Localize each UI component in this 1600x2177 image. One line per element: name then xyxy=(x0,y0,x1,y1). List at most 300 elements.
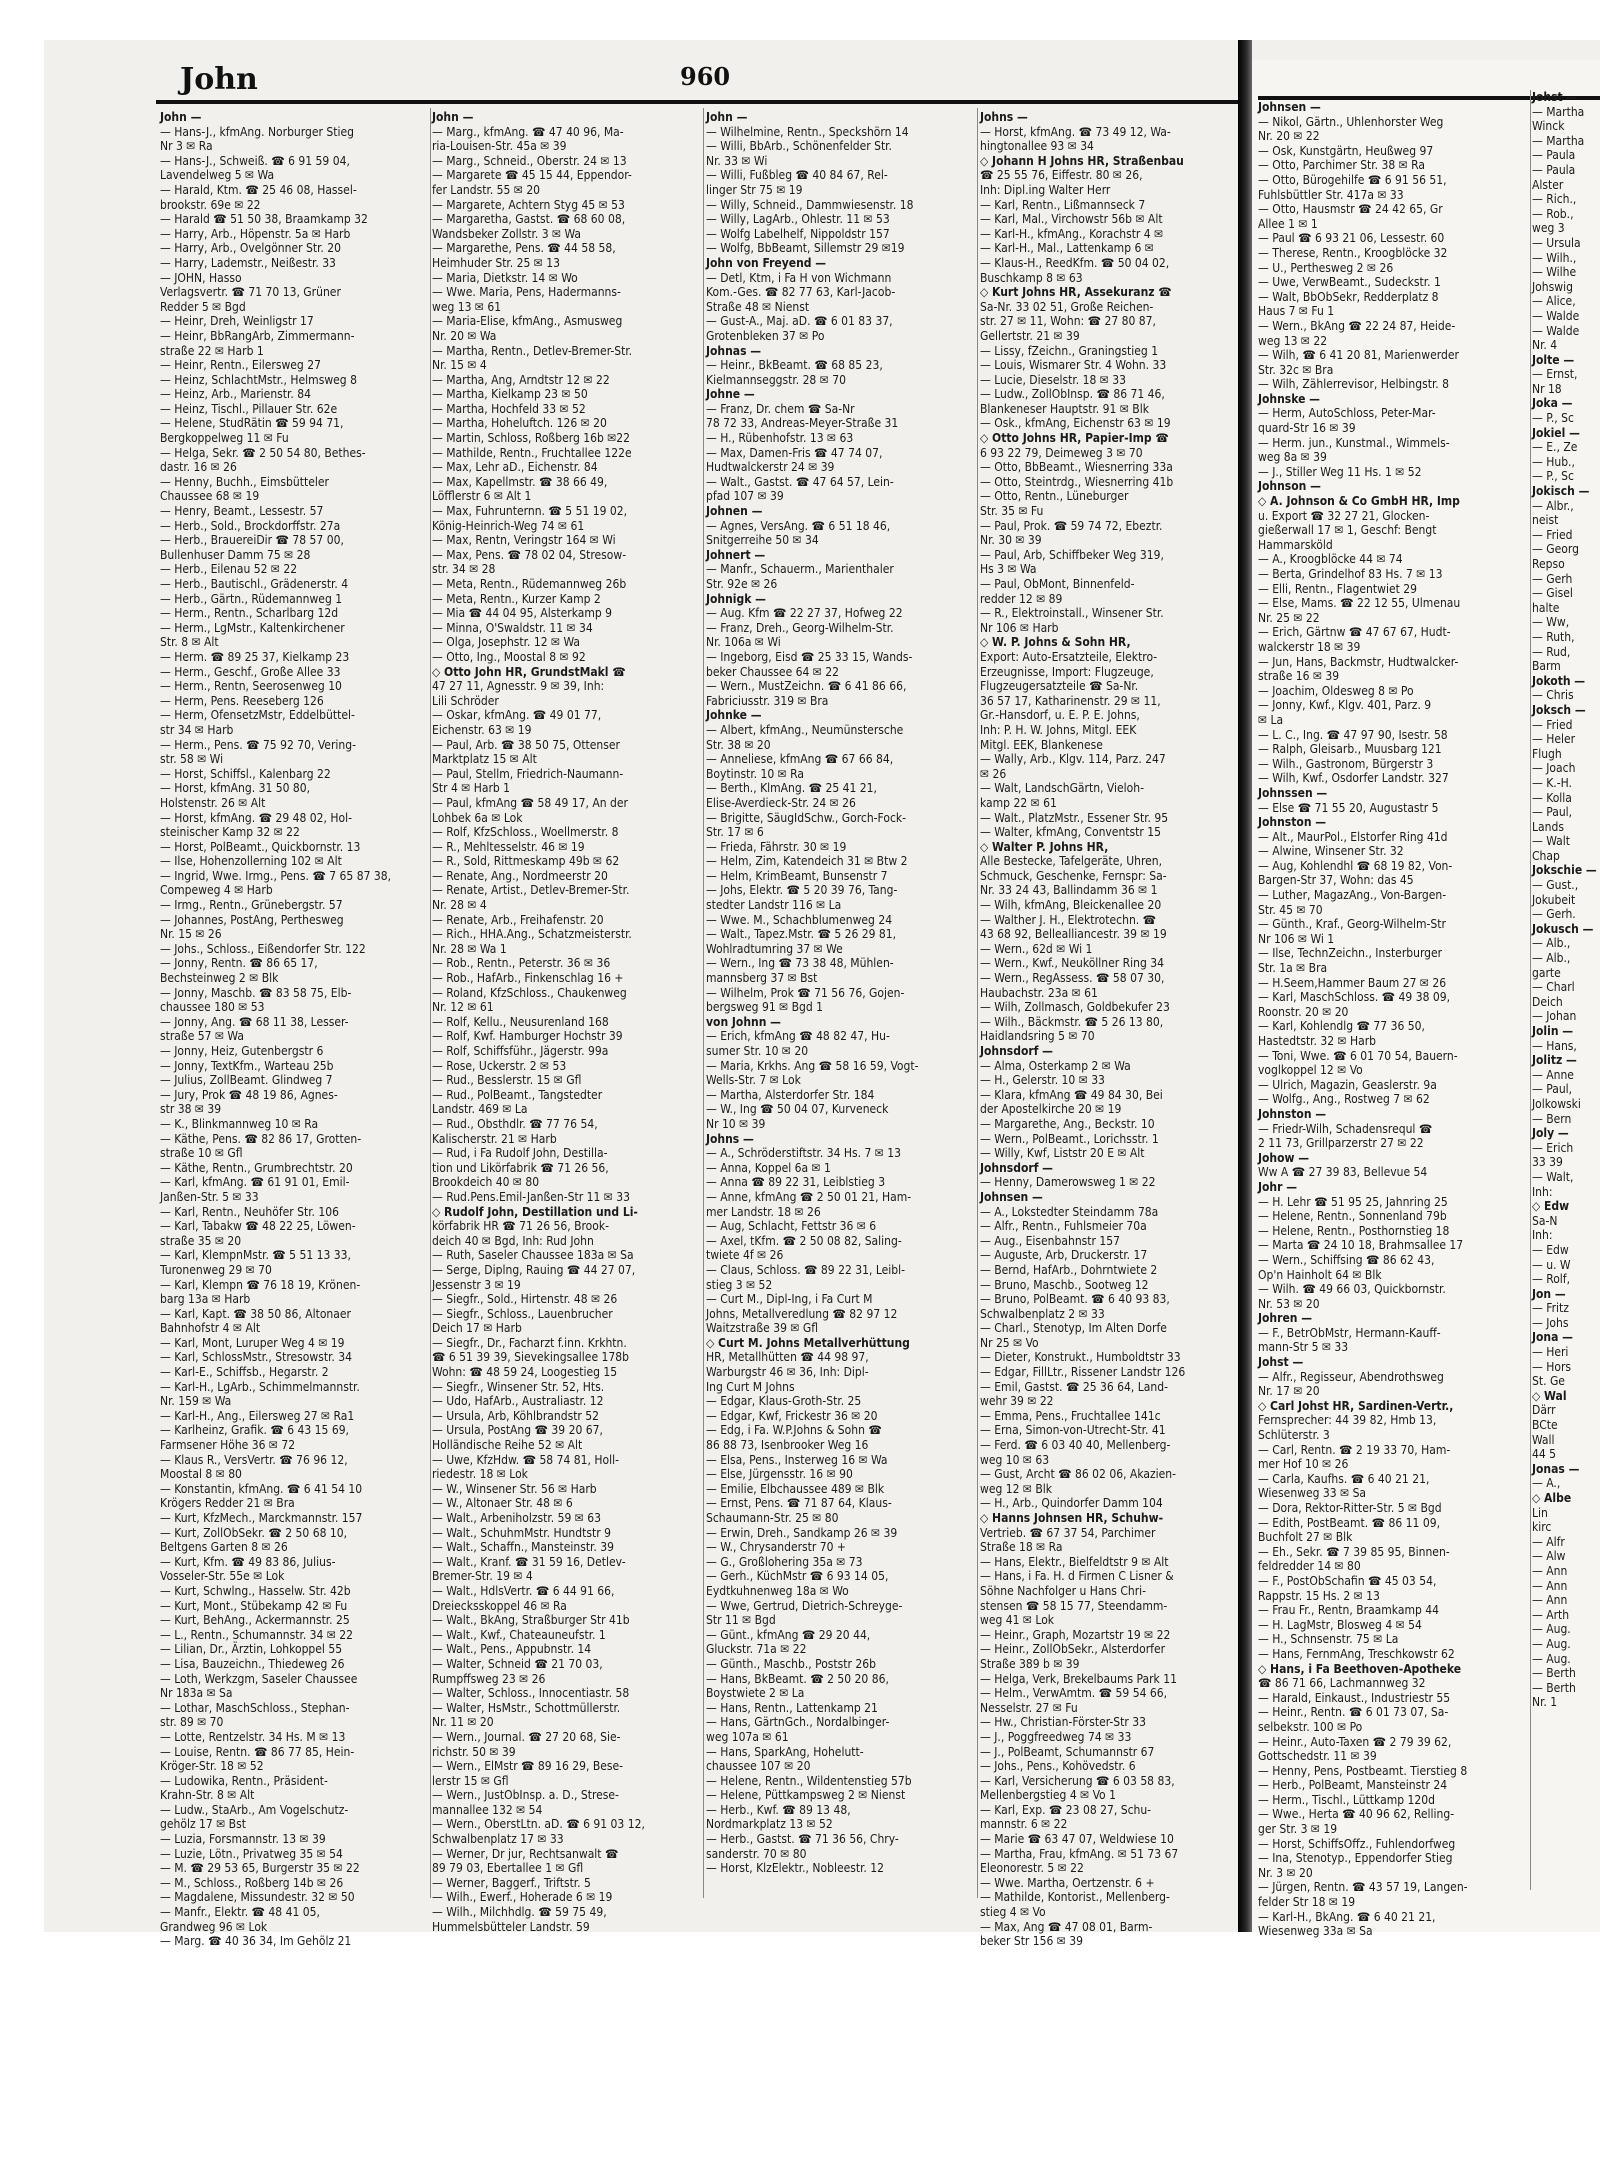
directory-entry-line: — Wilhelm, Prok ☎ 71 56 76, Gojen- xyxy=(706,985,905,1000)
directory-entry-line: John — xyxy=(432,110,474,124)
directory-entry-line: Bullenhuser Damm 75 ✉ 28 xyxy=(160,547,311,562)
directory-entry-line: Johnigk — xyxy=(706,591,766,606)
directory-entry-line: Nr. 159 ✉ Wa xyxy=(160,1394,232,1409)
directory-entry-line: — Curt M., Dipl-Ing, i Fa Curt M xyxy=(706,1292,873,1307)
directory-entry-line: — P., Sc xyxy=(1532,411,1574,426)
directory-entry-line: — Walt., Tapez.Mstr. ☎ 5 26 29 81, xyxy=(706,927,897,942)
directory-entry-line: — Harry, Arb., Ovelgönner Str. 20 xyxy=(160,241,342,256)
directory-entry-line: — Kurt, Kfm. ☎ 49 83 86, Julius- xyxy=(160,1554,336,1569)
directory-entry-line: — Walther J. H., Elektrotechn. ☎ xyxy=(980,912,1157,927)
directory-entry-line: — Wolfg Labelhelf, Nippoldstr 157 xyxy=(706,226,890,241)
directory-entry-line: — Heinr., Graph, Mozartstr 19 ✉ 22 xyxy=(980,1627,1171,1642)
directory-entry-line: — Bruno, PolBeamt. ☎ 6 40 93 83, xyxy=(980,1292,1170,1307)
directory-entry-line: — Walt., BkAng, Straßburger Str 41b xyxy=(432,1613,630,1628)
directory-entry-line: — Wilhe xyxy=(1532,265,1577,280)
directory-entry-line: Johnston — xyxy=(1258,815,1327,830)
directory-entry-line: — Paul, xyxy=(1532,1082,1573,1097)
directory-entry-line: — Walt xyxy=(1532,834,1570,849)
directory-entry-line: Johns, Metallveredlung ☎ 82 97 12 xyxy=(706,1306,898,1321)
directory-entry-line: Wiesenweg 33a ✉ Sa xyxy=(1258,1924,1373,1939)
directory-entry-line: Str. 38 ✉ 20 xyxy=(706,737,771,752)
directory-entry-line: — L. C., Ing. ☎ 47 97 90, Isestr. 58 xyxy=(1258,727,1448,742)
directory-entry-line: — Henry, Beamt., Lessestr. 57 xyxy=(160,504,324,519)
directory-entry-line: — Wern., OberstLtn. aD. ☎ 6 91 03 12, xyxy=(432,1817,645,1832)
directory-entry-line: Allee 1 ✉ 1 xyxy=(1258,216,1318,231)
directory-entry-line: — Günth., Kraf., Georg-Wilhelm-Str xyxy=(1258,917,1446,932)
directory-entry-line: — Manfr., Schauerm., Marienthaler xyxy=(706,562,894,577)
directory-entry-line: Boystwiete 2 ✉ La xyxy=(706,1686,805,1701)
directory-entry-line: — Werner, Dr jur, Rechtsanwalt ☎ xyxy=(432,1846,619,1861)
directory-entry-line: — Wern., Schiffsing ☎ 86 62 43, xyxy=(1258,1252,1435,1267)
directory-entry-line: — Magdalene, Missundestr. 32 ✉ 50 xyxy=(160,1890,355,1905)
directory-entry-line: Johns — xyxy=(980,110,1028,124)
directory-entry-line: Vosseler-Str. 55e ✉ Lok xyxy=(160,1569,285,1584)
directory-entry-line: — Jonny, Kwf., Klgv. 401, Parz. 9 xyxy=(1258,698,1432,713)
directory-entry-line: ◇ Kurt Johns HR, Assekuranz ☎ xyxy=(980,285,1172,300)
directory-entry-line: — Lisa, Bauzeichn., Thiedeweg 26 xyxy=(160,1656,345,1671)
directory-entry-line: — Herb., Eilenau 52 ✉ 22 xyxy=(160,562,298,577)
directory-entry-line: — H., Rübenhofstr. 13 ✉ 63 xyxy=(706,431,854,446)
directory-entry-line: — Ralph, Gleisarb., Muusbarg 121 xyxy=(1258,742,1442,757)
directory-entry-line: — Alfr xyxy=(1532,1534,1565,1549)
directory-entry-line: — Walde xyxy=(1532,323,1580,338)
directory-entry-line: straße 22 ✉ Harb 1 xyxy=(160,343,264,358)
directory-column-3 xyxy=(706,110,974,1910)
directory-entry-line: — Helene, Püttkampsweg 2 ✉ Nienst xyxy=(706,1788,906,1803)
directory-entry-line: — Gerh xyxy=(1532,571,1573,586)
directory-entry-line: John von Freyend — xyxy=(706,255,827,270)
directory-entry-line: — H.Seem,Hammer Baum 27 ✉ 26 xyxy=(1258,975,1447,990)
directory-column-6 xyxy=(1532,90,1600,1890)
directory-entry-line: — R., Elektroinstall., Winsener Str. xyxy=(980,606,1164,621)
directory-entry-line: — Alfr., Regisseur, Abendrothsweg xyxy=(1258,1369,1444,1384)
directory-entry-line: — Max, Damen-Fris ☎ 47 74 07, xyxy=(706,445,883,460)
directory-entry-line: — Hans-J., kfmAng. Norburger Stieg xyxy=(160,124,354,139)
directory-entry-line: str 34 ✉ Harb xyxy=(160,722,234,737)
directory-entry-line: — Karl, Tabakw ☎ 48 22 25, Löwen- xyxy=(160,1219,356,1234)
directory-entry-line: — Ingeborg, Eisd ☎ 25 33 15, Wands- xyxy=(706,649,913,664)
directory-entry-line: Inh: P. H. W. Johns, Mitgl. EEK xyxy=(980,722,1137,737)
directory-entry-line: — Frau Fr., Rentn, Braamkamp 44 xyxy=(1258,1603,1440,1618)
directory-entry-line: stedter Landstr 116 ✉ La xyxy=(706,898,842,913)
directory-entry-line: Jokoth — xyxy=(1532,673,1586,688)
directory-entry-line: — Rich., HHA.Ang., Schatzmeisterstr. xyxy=(432,927,632,942)
directory-entry-line: Straße 18 ✉ Ra xyxy=(980,1540,1063,1555)
directory-entry-line: quard-Str 16 ✉ 39 xyxy=(1258,421,1356,436)
directory-entry-line: fer Landstr. 55 ✉ 20 xyxy=(432,182,541,197)
directory-entry-line: Joksch — xyxy=(1532,702,1586,717)
directory-entry-line: — Hans, Rentn., Lattenkamp 21 xyxy=(706,1700,878,1715)
directory-entry-line: — Erna, Simon-von-Utrecht-Str. 41 xyxy=(980,1423,1166,1438)
directory-entry-line: — Heinr, Dreh, Weinligstr 17 xyxy=(160,314,314,329)
directory-entry-line: — J., Stiller Weg 11 Hs. 1 ✉ 52 xyxy=(1258,464,1422,479)
directory-entry-line: Fabriciusstr. 319 ✉ Bra xyxy=(706,693,829,708)
directory-entry-line: — Edw xyxy=(1532,1242,1569,1257)
directory-entry-line: — Max, Rentn, Veringstr 164 ✉ Wi xyxy=(432,533,616,548)
directory-entry-line: — Jonny, Heiz, Gutenbergstr 6 xyxy=(160,1044,324,1058)
directory-entry-line: — Heri xyxy=(1532,1345,1569,1360)
directory-entry-line: — F., PostObSchafin ☎ 45 03 54, xyxy=(1258,1573,1437,1588)
directory-entry-line: — Heinz, Arb., Marienstr. 84 xyxy=(160,387,311,402)
directory-entry-line: Inh: Dipl.ing Walter Herr xyxy=(980,182,1111,197)
directory-entry-line: — Edith, PostBeamt. ☎ 86 11 09, xyxy=(1258,1515,1441,1530)
directory-entry-line: — Edgar, Kwf, Frickestr 36 ✉ 20 xyxy=(706,1408,878,1423)
directory-entry-line: Johnas — xyxy=(706,343,762,358)
directory-entry-line: — Bruno, Maschb., Sootweg 12 xyxy=(980,1277,1149,1292)
directory-entry-line: — Martin, Schloss, Roßberg 16b ✉22 xyxy=(432,431,631,446)
directory-entry-line: — Walt., HdlsVertr. ☎ 6 44 91 66, xyxy=(432,1583,615,1598)
directory-entry-line: — Aug. xyxy=(1532,1622,1571,1637)
directory-entry-line: — Aug. xyxy=(1532,1636,1571,1651)
directory-entry-line: — Kurt, Schwlng., Hasselw. Str. 42b xyxy=(160,1583,351,1598)
directory-entry-line: — Wern., MustZeichn. ☎ 6 41 86 66, xyxy=(706,679,907,694)
directory-entry-line: — Wwe., Herta ☎ 40 96 62, Relling- xyxy=(1258,1807,1455,1822)
directory-entry-line: Nr. 15 ✉ 4 xyxy=(432,358,487,373)
directory-entry-line: — Karl-H., BkAng. ☎ 6 40 21 21, xyxy=(1258,1909,1436,1924)
directory-entry-line: — Joach xyxy=(1532,761,1576,776)
directory-entry-line: — Günt., kfmAng ☎ 29 20 44, xyxy=(706,1627,871,1642)
directory-entry-line: Lohbek 6a ✉ Lok xyxy=(432,810,523,825)
directory-entry-line: Nr. 1 xyxy=(1532,1695,1558,1710)
directory-entry-line: Verlagsvertr. ☎ 71 70 13, Grüner xyxy=(160,285,341,300)
directory-entry-line: — Albert, kfmAng., Neumünstersche xyxy=(706,722,904,737)
directory-entry-line: ◇ Otto Johns HR, Papier-Imp ☎ xyxy=(980,431,1169,446)
directory-entry-line: — Walter, kfmAng, Conventstr 15 xyxy=(980,825,1161,840)
directory-entry-line: weg 8a ✉ 39 xyxy=(1258,450,1327,465)
directory-entry-line: — Käthe, Rentn., Grumbrechtstr. 20 xyxy=(160,1160,353,1175)
directory-entry-line: — Johs, Elektr. ☎ 5 20 39 76, Tang- xyxy=(706,883,898,898)
directory-entry-line: Krahn-Str. 8 ✉ Alt xyxy=(160,1788,255,1803)
directory-entry-line: 36 57 17, Katharinenstr. 29 ✉ 11, xyxy=(980,693,1161,708)
directory-entry-line: Nr. 30 ✉ 39 xyxy=(980,533,1042,548)
directory-entry-line: — Otto, Rentn., Lüneburger xyxy=(980,489,1129,504)
directory-entry-line: — Karl, KlempnMstr. ☎ 5 51 13 33, xyxy=(160,1248,351,1263)
directory-entry-line: — Karl, Rentn., Lißmannseck 7 xyxy=(980,197,1146,212)
directory-entry-line: Jolte — xyxy=(1532,352,1575,367)
directory-entry-line: Straße 48 ✉ Nienst xyxy=(706,299,810,314)
directory-entry-line: Export: Auto-Ersatzteile, Elektro- xyxy=(980,649,1158,664)
directory-entry-line: — Jonny, Maschb. ☎ 83 58 75, Elb- xyxy=(160,985,352,1000)
directory-entry-line: dastr. 16 ✉ 26 xyxy=(160,460,237,475)
directory-entry-line: Nr. 3 ✉ 20 xyxy=(1258,1865,1313,1880)
directory-entry-line: Boytinstr. 10 ✉ Ra xyxy=(706,766,805,781)
directory-entry-line: Kielmannseggstr. 28 ✉ 70 xyxy=(706,372,846,387)
directory-entry-line: halte xyxy=(1532,600,1560,615)
directory-entry-line: Str. 1a ✉ Bra xyxy=(1258,961,1328,976)
directory-entry-line: — Ursula, PostAng ☎ 39 20 67, xyxy=(432,1423,603,1438)
directory-entry-line: — Jonny, TextKfm., Warteau 25b xyxy=(160,1058,334,1073)
directory-entry-line: Mellenbergstieg 4 ✉ Vo 1 xyxy=(980,1788,1116,1803)
directory-entry-line: stieg 4 ✉ Vo xyxy=(980,1905,1046,1920)
directory-entry-line: — Herb., BrauereiDir ☎ 78 57 00, xyxy=(160,533,344,548)
directory-entry-line: Flugzeugersatzteile ☎ Sa-Nr. xyxy=(980,679,1139,694)
directory-entry-line: Johnske — xyxy=(1258,391,1320,406)
directory-entry-line: — Mia ☎ 44 04 95, Alsterkamp 9 xyxy=(432,606,613,621)
directory-entry-line: — Therese, Rentn., Kroogblöcke 32 xyxy=(1258,245,1448,260)
directory-entry-line: — Henny, Damerowsweg 1 ✉ 22 xyxy=(980,1175,1156,1190)
directory-entry-line: redder 12 ✉ 89 xyxy=(980,591,1063,606)
directory-entry-line: — Ulrich, Magazin, Geaslerstr. 9a xyxy=(1258,1077,1437,1092)
directory-entry-line: Waitzstraße 39 ✉ Gfl xyxy=(706,1321,819,1336)
directory-entry-line: — Marta ☎ 24 10 18, Brahmsallee 17 xyxy=(1258,1238,1464,1253)
directory-entry-line: — Maria-Elise, kfmAng., Asmusweg xyxy=(432,314,623,329)
directory-entry-line: — H., Schnsenstr. 75 ✉ La xyxy=(1258,1632,1399,1647)
directory-entry-line: — Ingrid, Wwe. Irmg., Pens. ☎ 7 65 87 38, xyxy=(160,868,392,883)
directory-entry-line: kamp 22 ✉ 61 xyxy=(980,795,1057,810)
directory-entry-line: — Karl, kfmAng. ☎ 61 91 01, Emil- xyxy=(160,1175,350,1190)
directory-entry-line: — Herm, OfensetzMstr, Eddelbüttel- xyxy=(160,708,355,723)
directory-entry-line: 33 39 xyxy=(1532,1155,1563,1170)
directory-entry-line: Ww A ☎ 27 39 83, Bellevue 54 xyxy=(1258,1165,1428,1180)
directory-entry-line: — Meta, Rentn., Rüdemannweg 26b xyxy=(432,577,627,591)
directory-entry-line: neist xyxy=(1532,513,1559,528)
directory-entry-line: — Karl, Kohlendlg ☎ 77 36 50, xyxy=(1258,1019,1425,1034)
directory-entry-line: — L., Rentn., Schumannstr. 34 ✉ 22 xyxy=(160,1627,354,1642)
directory-entry-line: Beltgens Garten 8 ✉ 26 xyxy=(160,1540,288,1555)
directory-entry-line: — Ann xyxy=(1532,1578,1568,1593)
directory-entry-line: Nr. 20 ✉ Wa xyxy=(432,328,497,343)
directory-entry-line: — Harald, Ktm. ☎ 25 46 08, Hassel- xyxy=(160,182,357,197)
directory-entry-line: — Herm., LgMstr., Kaltenkirchener xyxy=(160,620,345,635)
directory-entry-line: — Alb., xyxy=(1532,951,1571,966)
directory-entry-line: — Else ☎ 71 55 20, Augustastr 5 xyxy=(1258,800,1439,815)
directory-entry-line: — Walt., PlatzMstr., Essener Str. 95 xyxy=(980,810,1169,825)
directory-entry-line: Jokiel — xyxy=(1532,425,1580,440)
directory-entry-line: — Paul, ObMont, Binnenfeld- xyxy=(980,577,1135,591)
directory-entry-line: — Wern., JustObInsp. a. D., Strese- xyxy=(432,1788,619,1803)
directory-entry-line: — Heinr., Rentn. ☎ 6 01 73 07, Sa- xyxy=(1258,1705,1449,1720)
directory-entry-line: — W., Chrysanderstr 70 + xyxy=(706,1540,846,1555)
directory-entry-line: Eydtkuhnenweg 18a ✉ Wo xyxy=(706,1583,849,1598)
column-divider xyxy=(430,108,431,1898)
directory-entry-line: deich 40 ✉ Bgd, Inh: Rud John xyxy=(432,1233,594,1248)
directory-entry-line: — Lissy, fZeichn., Graningstieg 1 xyxy=(980,343,1159,358)
directory-entry-line: Jolin — xyxy=(1532,1024,1574,1038)
directory-entry-line: Johnke — xyxy=(706,708,762,723)
directory-entry-line: — Siegfr., Schloss., Lauenbrucher xyxy=(432,1306,613,1321)
directory-entry-line: — M., Schloss., Roßberg 14b ✉ 26 xyxy=(160,1875,344,1890)
directory-entry-line: — Rob., HafArb., Finkenschlag 16 + xyxy=(432,971,624,986)
directory-entry-line: Jokschie — xyxy=(1532,863,1597,878)
directory-entry-line: Hastedtstr. 32 ✉ Harb xyxy=(1258,1034,1377,1048)
directory-entry-line: — Erwin, Dreh., Sandkamp 26 ✉ 39 xyxy=(706,1525,898,1540)
directory-entry-line: — Otto, Hausmstr ☎ 24 42 65, Gr xyxy=(1258,202,1443,217)
directory-entry-line: Inh: xyxy=(1532,1184,1553,1199)
directory-entry-line: — Wilh, Kwf., Osdorfer Landstr. 327 xyxy=(1258,771,1449,786)
directory-entry-line: — Ilse, Hohenzollerning 102 ✉ Alt xyxy=(160,854,342,869)
directory-entry-line: Heimhuder Str. 25 ✉ 13 xyxy=(432,255,560,270)
directory-entry-line: — Wern., Kwf., Neuköllner Ring 34 xyxy=(980,956,1165,971)
directory-entry-line: Schwalbenplatz 17 ✉ 33 xyxy=(432,1832,564,1847)
directory-entry-line: Elise-Averdieck-Str. 24 ✉ 26 xyxy=(706,795,856,810)
directory-entry-line: — Horst, kfmAng. ☎ 73 49 12, Wa- xyxy=(980,124,1171,139)
directory-entry-line: ✉ La xyxy=(1258,712,1284,727)
directory-entry-line: ria-Louisen-Str. 45a ✉ 39 xyxy=(432,139,567,154)
directory-entry-line: — Lothar, MaschSchloss., Stephan- xyxy=(160,1700,350,1715)
directory-entry-line: — Wern., BkAng ☎ 22 24 87, Heide- xyxy=(1258,318,1456,333)
directory-entry-line: — Herm. ☎ 89 25 37, Kielkamp 23 xyxy=(160,649,350,664)
directory-entry-line: — Aug., Eisenbahnstr 157 xyxy=(980,1233,1121,1248)
directory-entry-line: — H., Arb., Quindorfer Damm 104 xyxy=(980,1496,1163,1511)
directory-entry-line: St. Ge xyxy=(1532,1374,1565,1389)
directory-entry-line: — Hub., xyxy=(1532,454,1575,469)
directory-entry-line: — P., Sc xyxy=(1532,469,1574,484)
directory-entry-line: — U., Perthesweg 2 ✉ 26 xyxy=(1258,260,1394,275)
directory-entry-line: Jon — xyxy=(1532,1286,1566,1301)
directory-entry-line: — Marie ☎ 63 47 07, Weldwiese 10 xyxy=(980,1832,1174,1847)
directory-entry-line: — F., BetrObMstr, Hermann-Kauff- xyxy=(1258,1325,1441,1340)
directory-entry-line: Hummelsbütteler Landstr. 59 xyxy=(432,1919,590,1934)
directory-entry-line: Vertrieb. ☎ 67 37 54, Parchimer xyxy=(980,1525,1156,1540)
directory-entry-line: 44 5 xyxy=(1532,1447,1557,1462)
directory-entry-line: Löfflerstr 6 ✉ Alt 1 xyxy=(432,489,532,504)
directory-entry-line: — Bernd, HafArb., Dohrntwiete 2 xyxy=(980,1262,1158,1277)
directory-entry-line: — Berta, Grindelhof 83 Hs. 7 ✉ 13 xyxy=(1258,567,1443,581)
directory-entry-line: — Franz, Dr. chem ☎ Sa-Nr xyxy=(706,401,855,416)
directory-entry-line: — Claus, Schloss. ☎ 89 22 31, Leibl- xyxy=(706,1262,906,1277)
directory-entry-line: Nr 18 xyxy=(1532,381,1562,396)
directory-entry-line: — Ann xyxy=(1532,1563,1568,1578)
directory-entry-line: — Rob., Rentn., Peterstr. 36 ✉ 36 xyxy=(432,956,611,971)
directory-entry-line: sumer Str. 10 ✉ 20 xyxy=(706,1044,809,1058)
directory-entry-line: — Toni, Wwe. ☎ 6 01 70 54, Bauern- xyxy=(1258,1048,1458,1063)
directory-entry-line: — Luther, MagazAng., Von-Bargen- xyxy=(1258,888,1447,903)
directory-entry-line: — Helm, Zim, Katendeich 31 ✉ Btw 2 xyxy=(706,854,908,869)
directory-entry-line: — Siegfr., Dr., Facharzt f.inn. Krkhtn. xyxy=(432,1335,627,1350)
directory-entry-line: — Rud., Besslerstr. 15 ✉ Gfl xyxy=(432,1073,582,1088)
directory-entry-line: — Wern., Journal. ☎ 27 20 68, Sie- xyxy=(432,1729,621,1744)
directory-entry-line: — Johs., Schloss., Eißendorfer Str. 122 xyxy=(160,941,366,956)
directory-entry-line: weg 3 xyxy=(1532,221,1565,236)
directory-entry-line: — Paula xyxy=(1532,148,1576,163)
directory-entry-line: — Edg, i Fa. W.P.Johns & Sohn ☎ xyxy=(706,1423,882,1438)
directory-entry-line: Buchfolt 27 ✉ Blk xyxy=(1258,1530,1353,1545)
directory-entry-line: feldredder 14 ✉ 80 xyxy=(1258,1559,1361,1574)
directory-entry-line: — Horst, Schiffsl., Kalenbarg 22 xyxy=(160,766,331,781)
directory-entry-line: — Aug. xyxy=(1532,1651,1571,1666)
directory-entry-line: ◇ Walter P. Johns HR, xyxy=(980,839,1109,854)
directory-entry-line: — Agnes, VersAng. ☎ 6 51 18 46, xyxy=(706,518,891,533)
directory-entry-line: — Paul ☎ 6 93 21 06, Lessestr. 60 xyxy=(1258,231,1445,246)
directory-entry-line: — Arth xyxy=(1532,1607,1570,1622)
directory-entry-line: — Udo, HafArb., Australiastr. 12 xyxy=(432,1394,604,1409)
directory-entry-line: — Walt, xyxy=(1532,1169,1574,1184)
directory-entry-line: — Margarete, Achtern Styg 45 ✉ 53 xyxy=(432,197,625,212)
directory-entry-line: — Helga, Verk, Brekelbaums Park 11 xyxy=(980,1671,1177,1686)
directory-entry-line: ◇ Hanns Johnsen HR, Schuhw- xyxy=(980,1511,1164,1525)
directory-entry-line: Grotenbleken 37 ✉ Po xyxy=(706,328,825,343)
directory-entry-line: — Elli, Rentn., Flagentwiet 29 xyxy=(1258,581,1417,596)
directory-entry-line: Nr. 12 ✉ 61 xyxy=(432,1000,494,1015)
directory-entry-line: — Brigitte, SäugIdSchw., Gorch-Fock- xyxy=(706,810,907,825)
directory-entry-line: gehölz 17 ✉ Bst xyxy=(160,1817,246,1832)
directory-entry-line: Barm xyxy=(1532,659,1561,674)
directory-entry-line: — Martha, Alsterdorfer Str. 184 xyxy=(706,1087,875,1102)
directory-entry-line: — Helm, KrimBeamt, Bunsenstr 7 xyxy=(706,868,888,883)
directory-entry-line: — Meta, Rentn., Kurzer Kamp 2 xyxy=(432,591,601,606)
directory-entry-line: — Karl-E., Schiffsb., Hegarstr. 2 xyxy=(160,1365,329,1380)
directory-entry-line: — A., Schröderstiftstr. 34 Hs. 7 ✉ 13 xyxy=(706,1146,902,1161)
directory-entry-line: — Ruth, xyxy=(1532,629,1575,644)
directory-entry-line: Nr 3 ✉ Ra xyxy=(160,139,213,154)
directory-entry-line: — Albr., xyxy=(1532,498,1574,513)
directory-entry-line: Därr xyxy=(1532,1403,1556,1418)
directory-entry-line: straße 16 ✉ 39 xyxy=(1258,669,1340,684)
directory-entry-line: ◇ A. Johnson & Co GmbH HR, Imp xyxy=(1258,494,1460,509)
directory-entry-line: — Gerh. xyxy=(1532,907,1576,922)
directory-entry-line: — Karl-H., Mal., Lattenkamp 6 ✉ xyxy=(980,241,1154,256)
directory-entry-line: — Paul, Prok. ☎ 59 74 72, Ebeztr. xyxy=(980,518,1163,533)
directory-entry-line: ◇ Hans, i Fa Beethoven-Apotheke xyxy=(1258,1661,1462,1676)
directory-entry-line: — Wilh, Zollmasch, Goldbekufer 23 xyxy=(980,1000,1170,1015)
directory-entry-line: Wandsbeker Zollstr. 3 ✉ Wa xyxy=(432,226,582,241)
directory-entry-line: Compeweg 4 ✉ Harb xyxy=(160,883,273,898)
directory-entry-line: mann-Str 5 ✉ 33 xyxy=(1258,1340,1349,1355)
directory-entry-line: — Herm, AutoSchloss, Peter-Mar- xyxy=(1258,406,1436,421)
directory-entry-line: — Joachim, Oldesweg 8 ✉ Po xyxy=(1258,683,1414,698)
directory-entry-line: — Helene, StudRätin ☎ 59 94 71, xyxy=(160,416,344,431)
directory-entry-line: ◇ Curt M. Johns Metallverhüttung xyxy=(706,1335,910,1350)
directory-entry-line: — Heinr, Rentn., Eilersweg 27 xyxy=(160,358,321,373)
directory-entry-line: — Horst, PolBeamt., Quickbornstr. 13 xyxy=(160,839,361,854)
directory-entry-line: Fernsprecher: 44 39 82, Hmb 13, xyxy=(1258,1413,1437,1428)
directory-entry-line: Haidlandsring 5 ✉ 70 xyxy=(980,1029,1095,1044)
directory-entry-line: Johnsdorf — xyxy=(980,1044,1053,1058)
directory-entry-line: Johns — xyxy=(706,1131,754,1146)
directory-entry-line: — Paul, Arb. ☎ 38 50 75, Ottenser xyxy=(432,737,620,752)
directory-entry-line: — Karl, Exp. ☎ 23 08 27, Schu- xyxy=(980,1802,1152,1817)
directory-entry-line: — Johannes, PostAng, Perthesweg xyxy=(160,912,344,927)
directory-entry-line: — W., Altonaer Str. 48 ✉ 6 xyxy=(432,1496,573,1511)
directory-entry-line: kirc xyxy=(1532,1520,1552,1535)
directory-entry-line: — Rolf, Kellu., Neusurenland 168 xyxy=(432,1014,609,1029)
directory-entry-line: u. Export ☎ 32 27 21, Glocken- xyxy=(1258,508,1430,523)
column-divider xyxy=(977,108,978,1898)
directory-entry-line: — Hw., Christian-Förster-Str 33 xyxy=(980,1715,1146,1730)
directory-entry-line: — Karl, MaschSchloss. ☎ 49 38 09, xyxy=(1258,990,1451,1005)
directory-entry-line: — E., Ze xyxy=(1532,440,1578,455)
directory-entry-line: Farmsener Höhe 36 ✉ 72 xyxy=(160,1438,296,1453)
directory-entry-line: Str 4 ✉ Harb 1 xyxy=(432,781,511,796)
directory-entry-line: Snitgerreihe 50 ✉ 34 xyxy=(706,533,819,548)
directory-entry-line: Johow — xyxy=(1258,1150,1310,1165)
directory-entry-line: mer Landstr. 18 ✉ 26 xyxy=(706,1204,821,1219)
directory-entry-line: — Klaus R., VersVertr. ☎ 76 96 12, xyxy=(160,1452,348,1467)
directory-entry-line: — Gerh., KüchMstr ☎ 6 93 14 05, xyxy=(706,1569,889,1584)
directory-entry-line: — Aug, Kohlendhl ☎ 68 19 82, Von- xyxy=(1258,858,1453,873)
directory-entry-line: — Louise, Rentn. ☎ 86 77 85, Hein- xyxy=(160,1744,355,1759)
directory-entry-line: — Herm., Rentn, Seerosenweg 10 xyxy=(160,679,342,694)
directory-entry-line: — Heinr., Auto-Taxen ☎ 2 79 39 62, xyxy=(1258,1734,1452,1749)
directory-entry-line: Hs 3 ✉ Wa xyxy=(980,562,1037,577)
directory-entry-line: — H. Lehr ☎ 51 95 25, Jahnring 25 xyxy=(1258,1194,1448,1209)
directory-entry-line: Wohn: ☎ 48 59 24, Loogestieg 15 xyxy=(432,1365,618,1380)
directory-entry-line: Str. 32c ✉ Bra xyxy=(1258,362,1334,377)
directory-entry-line: — Margaretha, Gastst. ☎ 68 60 08, xyxy=(432,212,626,227)
directory-entry-line: — A., xyxy=(1532,1476,1561,1491)
directory-entry-line: — Horst, SchiffsOffz., Fuhlendorfweg xyxy=(1258,1836,1456,1851)
directory-entry-line: — Friedr-Wilh, Schadensrequl ☎ xyxy=(1258,1121,1433,1136)
directory-entry-line: — Ruth, Saseler Chaussee 183a ✉ Sa xyxy=(432,1248,634,1263)
directory-entry-line: Nr. 106a ✉ Wi xyxy=(706,635,781,650)
directory-entry-line: — Margarethe, Pens. ☎ 44 58 58, xyxy=(432,241,616,256)
directory-entry-line: — Martha, Rentn., Detlev-Bremer-Str. xyxy=(432,343,633,358)
directory-entry-line: — K., Blinkmannweg 10 ✉ Ra xyxy=(160,1116,319,1131)
directory-entry-line: 6 93 22 79, Deimeweg 3 ✉ 70 xyxy=(980,445,1143,460)
directory-entry-line: Str. 8 ✉ Alt xyxy=(160,635,219,650)
directory-entry-line: — Paul, Stellm, Friedrich-Naumann- xyxy=(432,766,624,781)
directory-entry-line: Johst — xyxy=(1532,90,1578,104)
